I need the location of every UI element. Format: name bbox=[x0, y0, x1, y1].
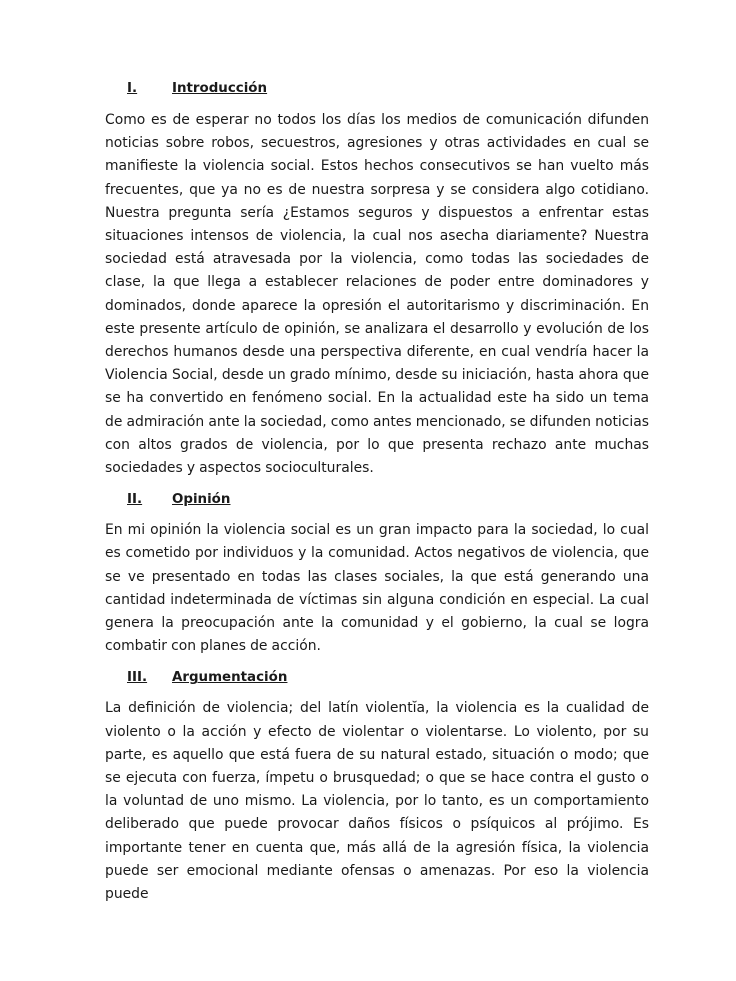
section-paragraph-argumentacion: La definición de violencia; del latín violentĭa, la violencia es la cualidad de violento o la acción y efecto de violentar o violentarse. Lo violento, por su parte, es aquello que está fuera de su natural estado, situación o modo; que se ejecuta con fuerza, ímpetu o brusquedad; o que se hace contra el gusto o la voluntad de uno mismo. La violencia, por lo tanto, es un comportamiento deliberado que puede provocar daños físicos o psíquicos al prójimo. Es importante tener en cuenta que, más allá de la agresión física, la violencia puede ser emocional mediante ofensas o amenazas. Por eso la violencia puede bbox=[105, 700, 649, 903]
section-paragraph-introduccion: Como es de esperar no todos los días los medios de comunicación difunden noticias sobre robos, secuestros, agresiones y otras actividades en cual se manifieste la violencia social. Estos hechos consecutivos se han vuelto más frecuentes, que ya no es de nuestra sorpresa y se considera algo cotidiano. Nuestra pregunta sería ¿Estamos seguros y dispuestos a enfrentar estas situaciones intensos de violencia, la cual nos asecha diariamente? Nuestra sociedad está atravesada por la violencia, como todas las sociedades de clase, la que llega a establecer relaciones de poder entre dominadores y dominados, donde aparece la opresión el autoritarismo y discriminación. En este presente artículo de opinión, se analizara el desarrollo y evolución de los derechos humanos desde una perspectiva diferente, en cual vendría hacer la Violencia Social, desde un grado mínimo, desde su iniciación, hasta ahora que se ha convertido en fenómeno social. En la actualidad este ha sido un tema de admiración ante la sociedad, como antes mencionado, se difunden noticias con altos grados de violencia, por lo que presenta rechazo ante muchas sociedades y aspectos socioculturales. bbox=[105, 112, 649, 477]
section-number: II. bbox=[127, 492, 143, 508]
document-body bbox=[105, 78, 649, 906]
section-number: I. bbox=[127, 81, 138, 96]
section-heading-opinion bbox=[105, 489, 649, 511]
section-paragraph-opinion: En mi opinión la violencia social es un gran impacto para la sociedad, lo cual es cometido por individuos y la comunidad. Actos negativos de violencia, que se ve presentado en todas las clases sociales, la que está generando una cantidad indeterminada de víctimas sin alguna condición en especial. La cual genera la preocupación ante la comunidad y el gobierno, la cual se logra combatir con planes de acción. bbox=[105, 522, 649, 655]
section-number: III. bbox=[127, 670, 148, 686]
section-heading-introduccion bbox=[105, 78, 649, 100]
section-heading-argumentacion bbox=[105, 667, 649, 689]
section-title: Argumentación bbox=[172, 670, 288, 686]
section-title: Opinión bbox=[172, 492, 231, 508]
section-title: Introducción bbox=[172, 81, 268, 96]
